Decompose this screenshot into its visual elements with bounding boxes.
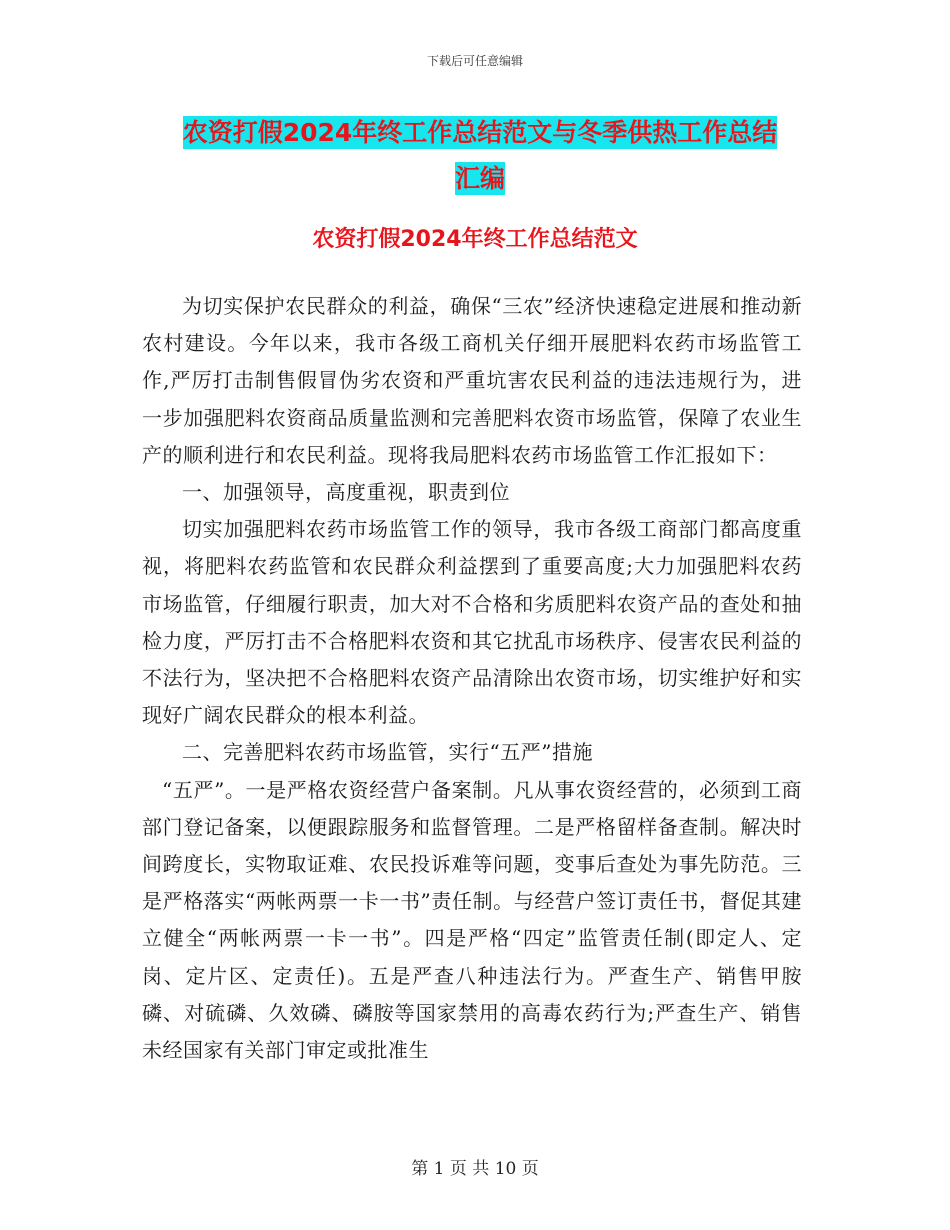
title-line-1: 农资打假2024年终工作总结范文与冬季供热工作总结 <box>182 118 778 147</box>
page-footer: 第 1 页 共 10 页 <box>411 1159 539 1179</box>
document-body <box>142 288 802 1069</box>
paragraph: 切实加强肥料农药市场监管工作的领导，我市各级工商部门都高度重视，将肥料农药监管和农民群众利益摆到了重要高度;大力加强肥料农药市场监管，仔细履行职责，加大对不合格和劣质肥料农资产品的查处和抽检力度，严厉打击不合格肥料农资和其它扰乱市场秩序、侵害农民利益的不法行为，坚决把不合格肥料农资产品清除出农资市场，切实维护好和实现好广阔农民群众的根本利益。 <box>142 517 802 728</box>
paragraph: 为切实保护农民群众的利益，确保“三农”经济快速稳定进展和推动新农村建设。今年以来，我市各级工商机关仔细开展肥料农药市场监管工作,严厉打击制售假冒伪劣农资和严重坑害农民利益的违法违规行为，进一步加强肥料农资商品质量监测和完善肥料农资市场监管，保障了农业生产的顺利进行和农民利益。现将我局肥料农药市场监管工作汇报如下： <box>142 294 802 467</box>
title-line-2: 汇编 <box>454 164 505 193</box>
paragraph-heading: 一、加强领导，高度重视，职责到位 <box>182 480 510 505</box>
section-title: 农资打假2024年终工作总结范文 <box>312 227 638 252</box>
document-title <box>140 110 820 202</box>
paragraph-heading: 二、完善肥料农药市场监管，实行“五严”措施 <box>182 740 593 765</box>
paragraph: “五严”。一是严格农资经营户备案制。凡从事农资经营的，必须到工商部门登记备案，以便跟踪服务和监督管理。二是严格留样备查制。解决时间跨度长，实物取证难、农民投诉难等问题，变事后查处为事先防范。三是严格落实“两帐两票一卡一书”责任制。与经营户签订责任书，督促其建立健全“两帐两票一卡一书”。四是严格“四定”监管责任制(即定人、定岗、定片区、定责任)。五是严查八种违法行为。严查生产、销售甲胺磷、对硫磷、久效磷、磷胺等国家禁用的高毒农药行为;严查生产、销售未经国家有关部门审定或批准生 <box>142 777 802 1063</box>
header-note: 下载后可任意编辑 <box>426 54 523 68</box>
